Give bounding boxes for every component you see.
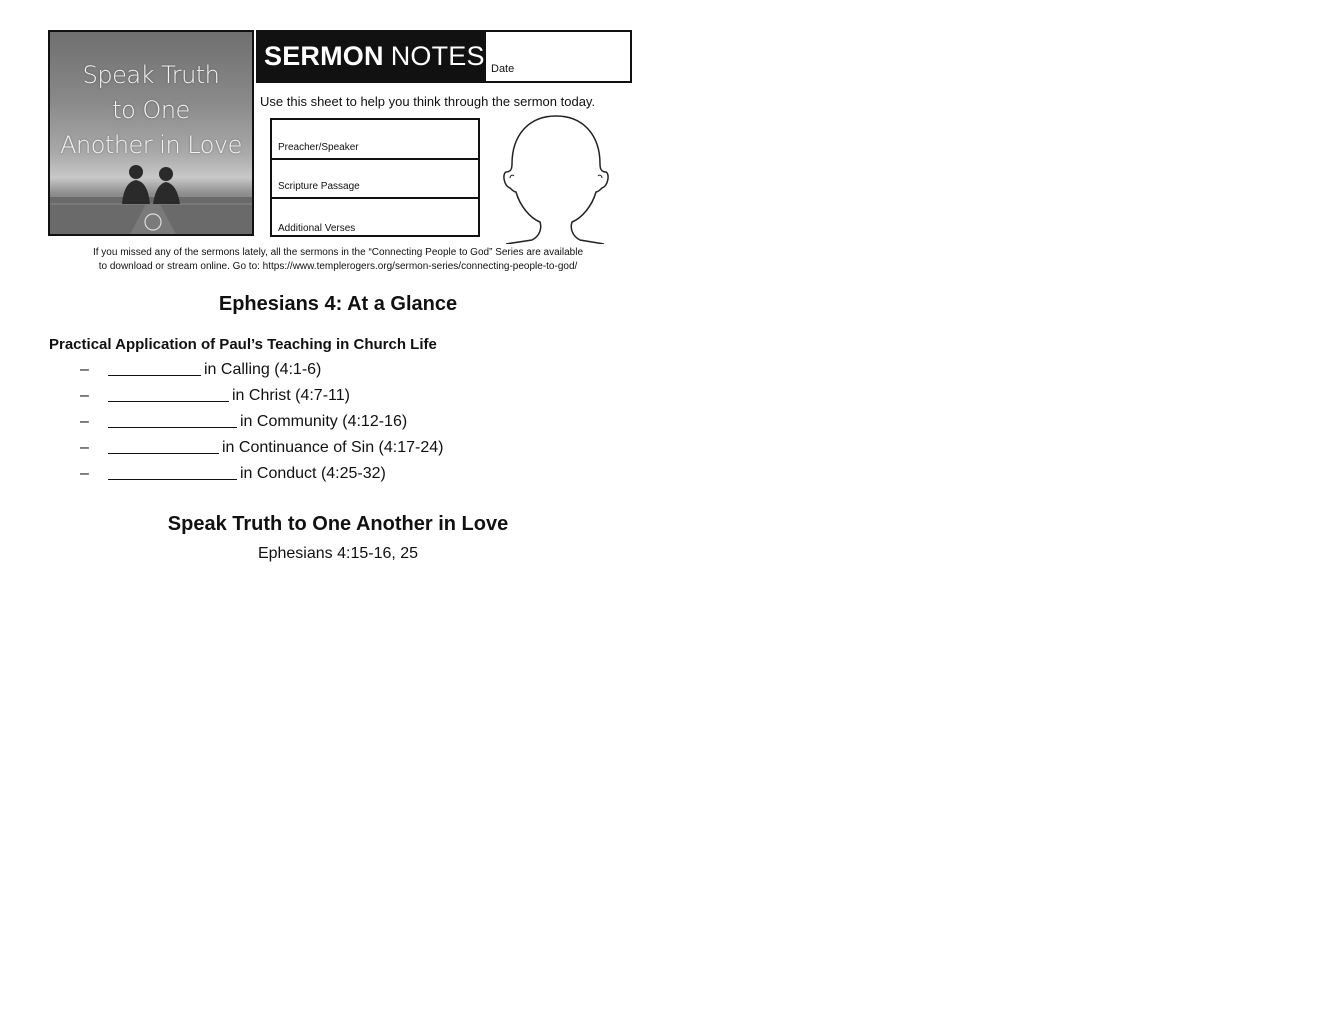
list-item — [80, 358, 443, 384]
field-label: Additional Verses — [278, 222, 356, 234]
list-item-text: in Community (4:12-16) — [240, 413, 408, 430]
glance-heading: Ephesians 4: At a Glance — [218, 293, 458, 315]
list-dash: – — [80, 465, 89, 482]
header-title — [258, 32, 486, 81]
fill-in-blank[interactable] — [108, 436, 219, 454]
fill-in-blank[interactable] — [108, 358, 201, 376]
sermon-series-note-line: If you missed any of the sermons lately, all the sermons in the “Connecting People to God” Series are available — [92, 247, 584, 258]
sermon-info-fields — [270, 118, 480, 237]
application-heading: Practical Application of Paul’s Teaching in Church Life — [49, 336, 437, 353]
blank-head-outline-icon — [500, 112, 612, 244]
date-label: Date — [491, 63, 515, 75]
list-dash: – — [80, 361, 89, 378]
list-item — [80, 462, 443, 488]
scripture-passage-field[interactable] — [272, 160, 478, 200]
cover-title-line: to One — [112, 96, 190, 124]
cover-title-line: Another in Love — [60, 131, 242, 159]
list-item — [80, 384, 443, 410]
additional-verses-field[interactable] — [272, 199, 478, 239]
list-dash: – — [80, 387, 89, 404]
list-dash: – — [80, 413, 89, 430]
list-item-text: in Continuance of Sin (4:17-24) — [222, 439, 444, 456]
fill-in-blank[interactable] — [108, 462, 237, 480]
field-label: Preacher/Speaker — [278, 141, 359, 153]
sermon-reference: Ephesians 4:15-16, 25 — [257, 545, 419, 562]
sermon-series-note-line: to download or stream online. Go to: https://www.templerogers.org/sermon-series/connecting-people-to-god/ — [98, 261, 578, 272]
header-title-light: NOTES — [390, 41, 485, 71]
cover-title — [50, 58, 252, 163]
list-item-text: in Christ (4:7-11) — [232, 387, 350, 404]
application-list — [80, 358, 443, 488]
date-field[interactable] — [486, 32, 630, 81]
sermon-title: Speak Truth to One Another in Love — [167, 513, 509, 535]
list-dash: – — [80, 439, 89, 456]
preacher-speaker-field[interactable] — [272, 120, 478, 160]
field-label: Scripture Passage — [278, 181, 360, 193]
instructions-text: Use this sheet to help you think through the sermon today. — [260, 94, 596, 109]
cover-image — [48, 30, 254, 236]
list-item — [80, 436, 443, 462]
fill-in-blank[interactable] — [108, 384, 229, 402]
sermon-notes-header — [256, 30, 632, 83]
header-title-bold: SERMON — [264, 41, 384, 71]
cover-title-line: Speak Truth — [82, 61, 220, 89]
list-item-text: in Conduct (4:25-32) — [240, 465, 386, 482]
list-item-text: in Calling (4:1-6) — [204, 361, 322, 378]
fill-in-blank[interactable] — [108, 410, 237, 428]
list-item — [80, 410, 443, 436]
